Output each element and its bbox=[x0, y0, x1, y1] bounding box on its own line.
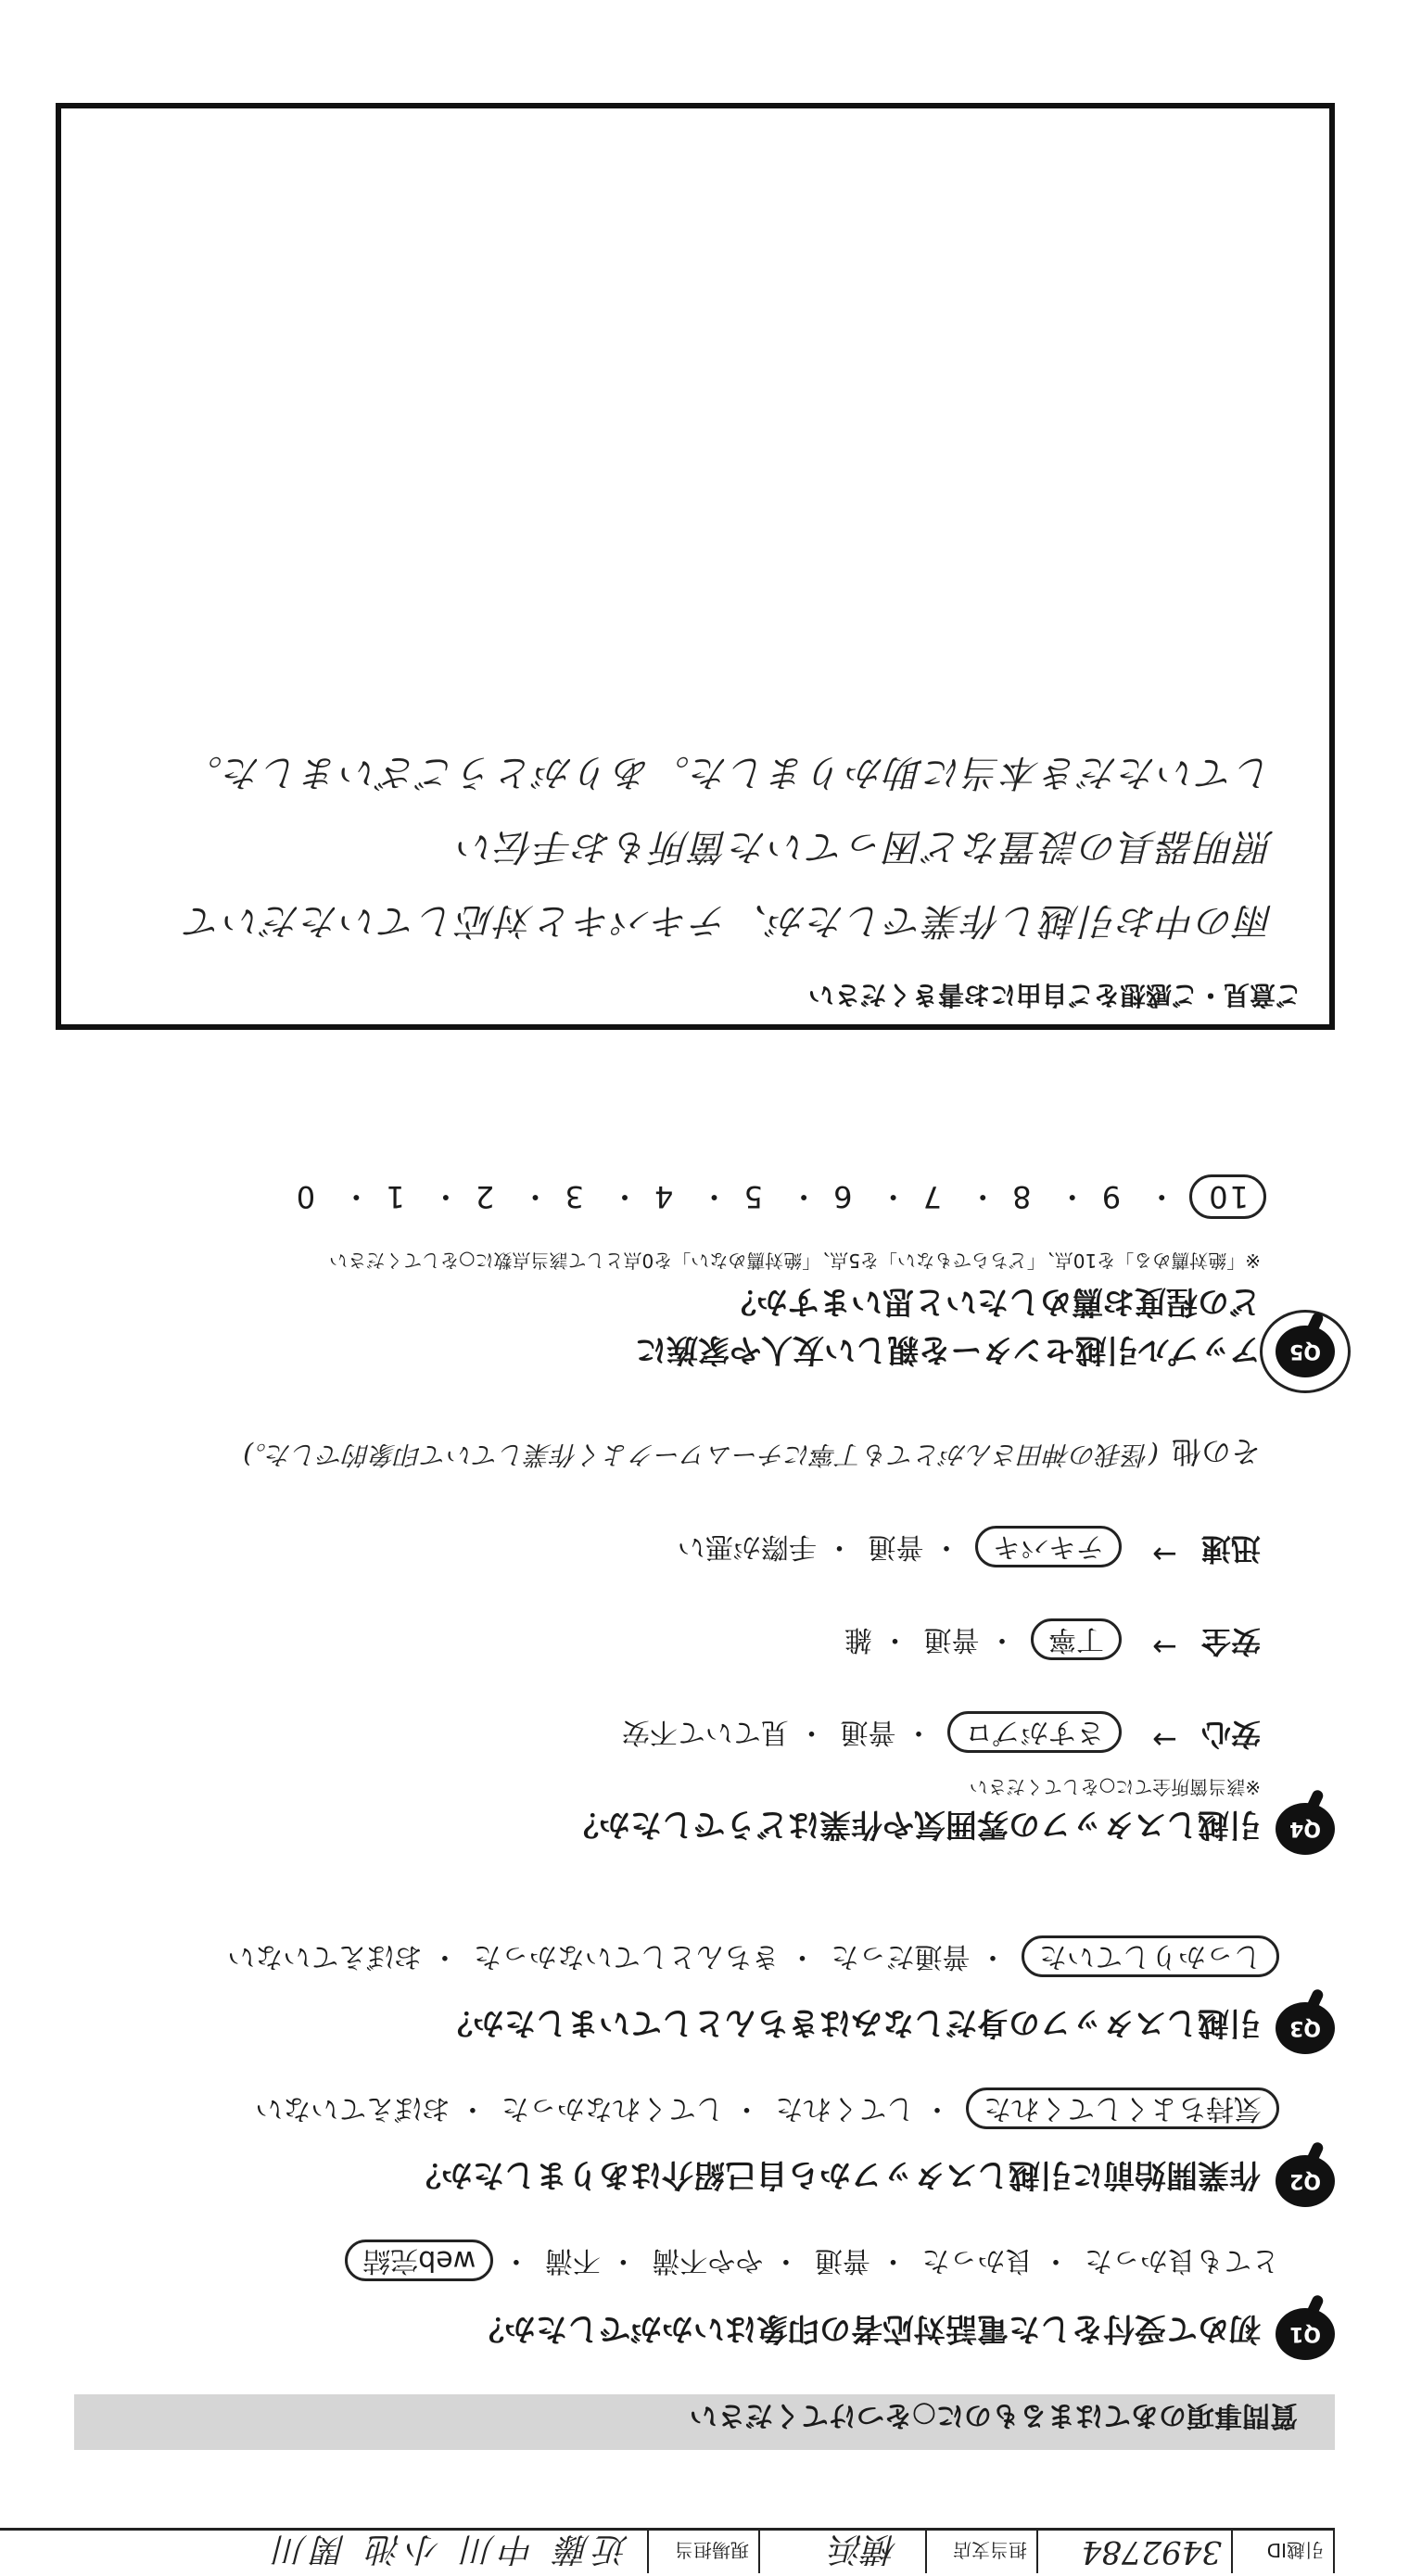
q1-option[interactable]: やや不満 bbox=[652, 2244, 764, 2277]
q4-option[interactable]: 普通 bbox=[868, 1530, 924, 1563]
q4-row-anshin-options: さすがプロ・ 普通・ 見ていて不安 bbox=[607, 1715, 1122, 1756]
comment-line: していただき本当に助かりました。ありがとうございました。 bbox=[184, 751, 1274, 793]
q3-option[interactable]: おぼえていない bbox=[227, 1940, 423, 1973]
q4-row-jinsoku-options: テキパキ・ 普通・ 手際が悪い bbox=[663, 1529, 1122, 1570]
q5-score[interactable]: 0 bbox=[294, 1179, 316, 1214]
q3-option[interactable]: 普通だった bbox=[831, 1940, 971, 1973]
q4-option[interactable]: 普通 bbox=[923, 1623, 980, 1656]
q5-badge: Q5 bbox=[1276, 1326, 1335, 1377]
q4-option[interactable]: 雑 bbox=[844, 1623, 872, 1656]
comment-title: ご意見・ご感想をご自由にお書きください bbox=[807, 980, 1301, 1010]
q2-badge: Q2 bbox=[1276, 2155, 1335, 2207]
q4-option-selected[interactable]: テキパキ bbox=[975, 1526, 1122, 1567]
q5-score[interactable]: 1 bbox=[384, 1179, 405, 1214]
q4-badge: Q4 bbox=[1276, 1803, 1335, 1855]
q4-row-label-jinsoku: 迅速 bbox=[1200, 1531, 1261, 1567]
q3-badge: Q3 bbox=[1276, 2002, 1335, 2054]
sheet-header bbox=[0, 2528, 1335, 2573]
leader-label: 現場担当 bbox=[666, 2531, 760, 2573]
q5-score[interactable]: 8 bbox=[1010, 1179, 1032, 1214]
q5-text-2: どの程度お薦めしたいと思いますか？ bbox=[725, 1283, 1261, 1320]
q2-options: 気持ちよくしてくれた・ してくれた・ してくれなかった・ おぼえていない bbox=[240, 2091, 1279, 2132]
q4-row-label-anshin: 安心 bbox=[1200, 1717, 1261, 1752]
id-value: 3492784 bbox=[1036, 2531, 1233, 2573]
q5-score[interactable]: 5 bbox=[742, 1179, 763, 1214]
q2-option[interactable]: してくれた bbox=[775, 2092, 915, 2125]
q4-text: 引越しスタッフの雰囲気や作業はどうでしたか？ bbox=[567, 1806, 1261, 1843]
q4-option-selected[interactable]: 丁寧 bbox=[1031, 1618, 1122, 1660]
q5-score[interactable]: 7 bbox=[920, 1179, 942, 1214]
q4-note: ※該当箇所全てに○をしてください bbox=[969, 1776, 1261, 1798]
q1-option[interactable]: 普通 bbox=[814, 2244, 870, 2277]
arrow-icon: → bbox=[1152, 1630, 1177, 1665]
leader-value: 近藤 中川 小池 関川 bbox=[0, 2531, 649, 2573]
q1-option[interactable]: 不満 bbox=[544, 2244, 601, 2277]
q1-text: 初めて受付をした電話対応者の印象はいかがでしたか？ bbox=[473, 2310, 1261, 2347]
q4-other-text[interactable]: (怪我の神田さんがとても丁寧にチームワークよく作業していて印象的でした。) bbox=[243, 1440, 1159, 1470]
arrow-icon: → bbox=[1152, 1722, 1177, 1758]
q4-option[interactable]: 見ていて不安 bbox=[621, 1716, 789, 1748]
q2-option[interactable]: してくれなかった bbox=[501, 2092, 724, 2125]
q2-option[interactable]: おぼえていない bbox=[255, 2092, 451, 2125]
q5-score[interactable]: 9 bbox=[1099, 1179, 1122, 1214]
q3-options: しっかりしていた・ 普通だった・ きちんとしていなかった・ おぼえていない bbox=[212, 1939, 1279, 1980]
q5-score-selected[interactable]: 10 bbox=[1189, 1174, 1266, 1219]
q1-option[interactable]: 良かった bbox=[921, 2244, 1034, 2277]
q2-text: 作業開始前に引越しスタッフから自己紹介はありましたか？ bbox=[410, 2156, 1261, 2193]
comment-box[interactable] bbox=[56, 103, 1335, 1030]
q2-option-selected[interactable]: 気持ちよくしてくれた bbox=[966, 2087, 1279, 2129]
q1-badge: Q1 bbox=[1276, 2308, 1335, 2360]
banner-text: 質問事項のあてはまるものに○をつけてください bbox=[689, 2399, 1298, 2431]
q4-row-label-anzen: 安全 bbox=[1200, 1624, 1261, 1659]
q4-row-anzen-options: 丁寧・ 普通・ 雑 bbox=[830, 1622, 1122, 1663]
q4-other-label: その他 bbox=[1171, 1434, 1261, 1469]
q5-note: ※「絶対薦める」を10点、「どちらでもない」を5点、「絶対薦めない」を0点として該当点数に○をしてください bbox=[329, 1250, 1261, 1272]
q4-option[interactable]: 手際が悪い bbox=[677, 1530, 817, 1563]
branch-value: 横浜 bbox=[740, 2531, 927, 2573]
instruction-banner bbox=[74, 2394, 1335, 2450]
branch-label: 担当支店 bbox=[944, 2531, 1038, 2573]
q5-score[interactable]: 6 bbox=[831, 1179, 853, 1214]
q3-option-selected[interactable]: しっかりしていた bbox=[1022, 1935, 1279, 1977]
q3-option[interactable]: きちんとしていなかった bbox=[473, 1940, 780, 1973]
q5-score[interactable]: 2 bbox=[473, 1179, 495, 1214]
comment-line: 雨の中お引越し作業でしたが、テキパキと対応していただいて bbox=[184, 899, 1274, 942]
q1-option[interactable]: とても良かった bbox=[1085, 2244, 1279, 2277]
q5-score[interactable]: 4 bbox=[653, 1179, 674, 1214]
q3-text: 引越しスタッフの身だしなみはきちんとしていましたか？ bbox=[441, 2004, 1261, 2041]
comment-line: 照明器具の設置など困っていた箇所もお手伝い bbox=[456, 825, 1274, 868]
q5-scale: 10・ 9・ 8・ 7・ 6・ 5・ 4・ 3・ 2・ 1・ 0 bbox=[282, 1177, 1279, 1220]
q1-options: とても良かった・ 良かった・ 普通・ やや不満・ 不満・ web完結 bbox=[330, 2243, 1279, 2284]
arrow-icon: → bbox=[1152, 1537, 1177, 1572]
id-label: 引越ID bbox=[1258, 2531, 1335, 2573]
q4-option-selected[interactable]: さすがプロ bbox=[947, 1711, 1122, 1753]
q1-option-selected[interactable]: web完結 bbox=[345, 2240, 493, 2281]
q5-score[interactable]: 3 bbox=[563, 1179, 584, 1214]
q5-text: アップル引越センターを親しい友人や家族に bbox=[635, 1331, 1261, 1368]
q4-option[interactable]: 普通 bbox=[840, 1716, 896, 1748]
